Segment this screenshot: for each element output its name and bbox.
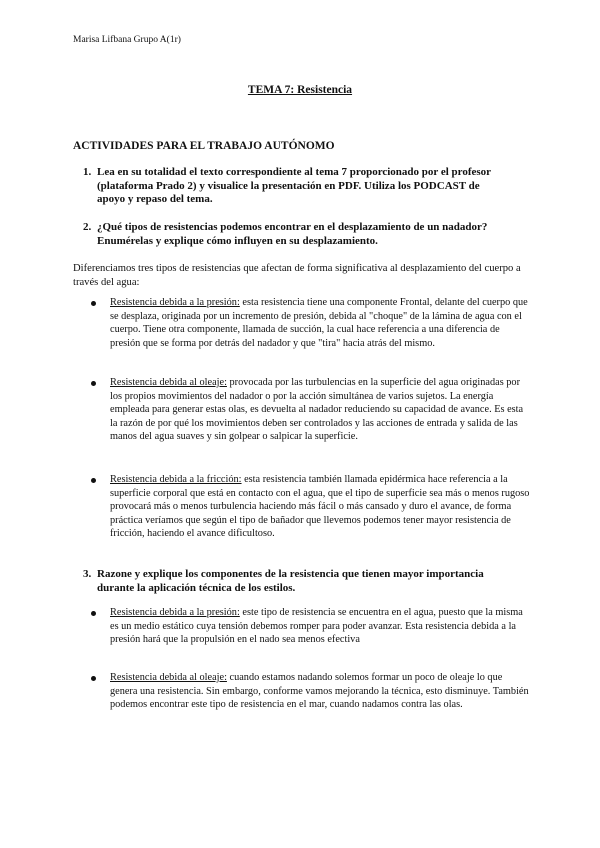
- bullet-item: [110, 671, 530, 712]
- header-author: Marisa Lifbana Grupo A(1r): [73, 35, 181, 45]
- bullet-item: [110, 606, 530, 647]
- bullet-text: esta resistencia tiene una componente Frontal, delante del cuerpo que se desplaza, originada por un incremento de presión, debida al "choque" de la lámina de agua con el cuerpo. Tiene otra componente, llamada de succión, la cual hace referencia a una diferencia de presión que se forma por detrás del nadador y que "tira" hacia atrás del mismo.: [110, 297, 528, 349]
- bullet-text: esta resistencia también llamada epidérmica hace referencia a la superficie corporal que está en contacto con el agua, que el tipo de superficie sea más o menos rugoso provocará más o menos turbulencia haciendo más fácil o más cansado y duro el avance, de forma práctica veríamos que según el tipo de bañador que llevemos podemos tener mayor resistencia de fricción, haciendo el avance dificultoso.: [110, 474, 530, 540]
- question-1: [83, 166, 509, 207]
- bullet-text: cuando estamos nadando solemos formar un poco de oleaje lo que genera una resistencia. Sin embargo, conforme vamos mejorando la técnica, esto disminuye. También podemos encontrar este tipo de resistencia en el mar, cuando nadamos contra las olas.: [110, 672, 529, 711]
- question-number: 2.: [83, 221, 92, 233]
- bullet-item: [110, 296, 530, 350]
- intro-paragraph: Diferenciamos tres tipos de resistencias que afectan de forma significativa al desplazamiento del cuerpo a través del agua:: [73, 263, 521, 288]
- bullet-term: Resistencia debida al oleaje:: [110, 377, 227, 388]
- bullet-text: este tipo de resistencia se encuentra en el agua, puesto que la misma es un medio estático cuya tensión debemos romper para poder avanzar. Esta resistencia debida a la presión hará que la propulsión en el nado sea menos efectiva: [110, 607, 523, 646]
- question-3: [83, 568, 509, 595]
- bullet-term: Resistencia debida a la fricción:: [110, 474, 242, 485]
- bullet-term: Resistencia debida a la presión:: [110, 297, 240, 308]
- question-number: 3.: [83, 568, 92, 580]
- bullet-dot: [91, 676, 96, 681]
- bullet-dot: [91, 611, 96, 616]
- question-text: Razone y explique los componentes de la resistencia que tienen mayor importancia durante la aplicación técnica de los estilos.: [97, 568, 484, 594]
- bullet-item: [110, 376, 530, 444]
- bullet-text: provocada por las turbulencias en la superficie del agua originadas por los propios movimientos del nadador o por la acción simultánea de varios sujetos. La energía empleada para generar estas olas, es devuelta al nadador reduciendo su capacidad de avance. Es esta la razón de por qué los movimientos deben ser controlados y las acciones de entrada y salida de las manos del agua suaves y sin golpear o salpicar la superficie.: [110, 377, 524, 443]
- question-2: [83, 221, 509, 248]
- question-text: ¿Qué tipos de resistencias podemos encontrar en el desplazamiento de un nadador? Enumérelas y explique cómo influyen en su desplazamiento.: [97, 221, 488, 247]
- bullet-term: Resistencia debida al oleaje:: [110, 672, 227, 683]
- bullet-item: [110, 473, 530, 541]
- document-title: TEMA 7: Resistencia: [247, 84, 353, 96]
- question-number: 1.: [83, 166, 92, 178]
- bullet-dot: [91, 301, 96, 306]
- question-text: Lea en su totalidad el texto correspondiente al tema 7 proporcionado por el profesor (plataforma Prado 2) y visualice la presentación en PDF. Utiliza los PODCAST de apoyo y repaso del tema.: [97, 166, 491, 206]
- bullet-dot: [91, 381, 96, 386]
- section-heading: ACTIVIDADES PARA EL TRABAJO AUTÓNOMO: [73, 140, 335, 152]
- bullet-term: Resistencia debida a la presión:: [110, 607, 240, 618]
- bullet-dot: [91, 478, 96, 483]
